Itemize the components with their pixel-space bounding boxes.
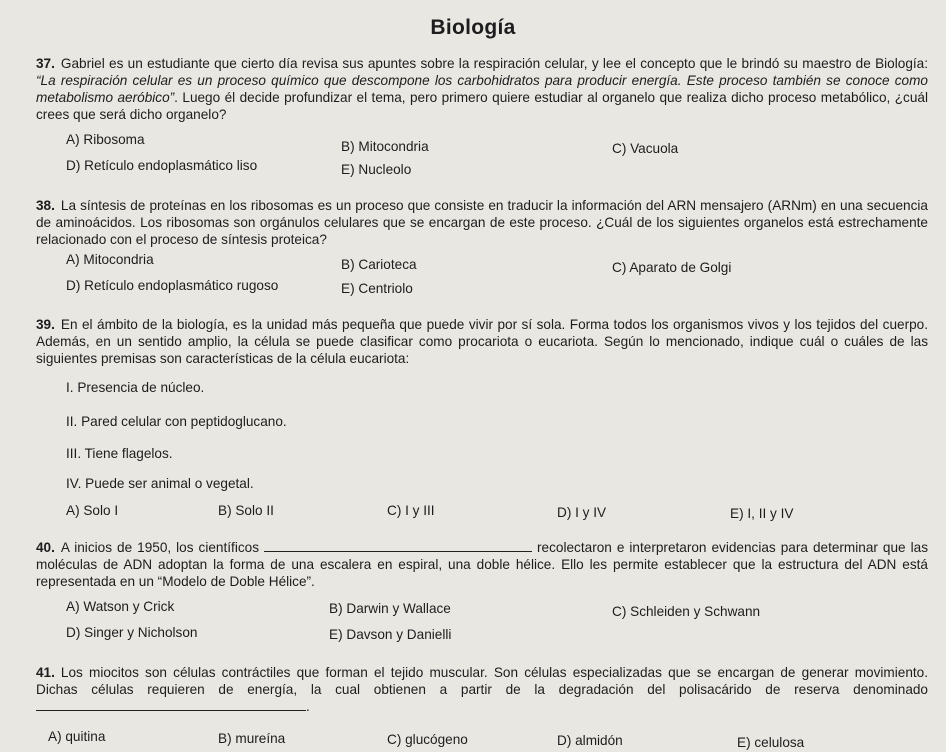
premise-2: II. Pared celular con peptidoglucano. (66, 414, 287, 429)
premise-1: I. Presencia de núcleo. (66, 380, 205, 395)
premise-3: III. Tiene flagelos. (66, 446, 173, 461)
quote: “La respiración celular es un proceso químico que descompone los carbohidratos para producir energía. Este proceso también se conoce como metabolismo aeróbico” (36, 73, 928, 105)
option-e[interactable]: E) Nucleolo (341, 162, 412, 177)
option-b[interactable]: B) Darwin y Wallace (329, 601, 451, 616)
option-e[interactable]: E) Centriolo (341, 281, 413, 296)
option-d[interactable]: D) Singer y Nicholson (66, 625, 198, 640)
option-d[interactable]: D) Retículo endoplasmático rugoso (66, 278, 279, 293)
question-number: 38. (36, 198, 55, 213)
option-a[interactable]: A) Ribosoma (66, 132, 145, 147)
option-a[interactable]: A) Watson y Crick (66, 599, 175, 614)
question-number: 39. (36, 317, 55, 332)
question-39 (36, 316, 928, 367)
answer-blank[interactable] (264, 539, 532, 552)
question-38-text: 38. La síntesis de proteínas en los ribosomas es un proceso que consiste en traducir la información del ARN mensajero (ARNm) en una secuencia de aminoácidos. Los ribosomas son orgánulos celulares que se encargan de este proceso. ¿Cuál de los siguientes organelos está estrechamente relacionado con el proceso de síntesis proteica? (36, 198, 928, 247)
option-a[interactable]: A) Mitocondria (66, 252, 154, 267)
option-d[interactable]: D) I y IV (557, 505, 607, 520)
question-39-text: 39. En el ámbito de la biología, es la unidad más pequeña que puede vivir por sí sola. Forma todos los organismos vivos y los tejidos del cuerpo. Además, en un sentido amplio, la célula se puede clasificar como procariota o eucariota. Según lo mencionado, indique cuál o cuáles de las siguientes premisas son características de la célula eucariota: (36, 317, 928, 366)
option-d[interactable]: D) Retículo endoplasmático liso (66, 158, 258, 173)
option-b[interactable]: B) Carioteca (341, 257, 417, 272)
question-41 (36, 664, 928, 715)
question-40-text: 40. A inicios de 1950, los científicos recolectaron e interpretaron evidencias para determinar que las moléculas de ADN adoptan la forma de una escalera en espiral, una doble hélice. Ello les permite establecer que la estructura del ADN está representada en un “Modelo de Doble Hélice”. (36, 540, 928, 589)
option-e[interactable]: E) celulosa (737, 735, 805, 750)
option-c[interactable]: C) Schleiden y Schwann (612, 604, 761, 619)
option-b[interactable]: B) mureína (218, 731, 286, 746)
option-a[interactable]: A) Solo I (66, 503, 119, 518)
option-c[interactable]: C) glucógeno (387, 732, 468, 747)
option-a[interactable]: A) quitina (48, 729, 106, 744)
option-c[interactable]: C) Aparato de Golgi (612, 260, 732, 275)
question-41-text: 41. Los miocitos son células contráctiles que forman el tejido muscular. Son células especializadas que se encargan de generar movimiento. Dichas células requieren de energía, la cual obtienen a partir de la degradación del polisacárido de reserva denominado . (36, 665, 928, 714)
option-b[interactable]: B) Mitocondria (341, 139, 429, 154)
answer-blank[interactable] (36, 698, 306, 711)
question-38 (36, 197, 928, 248)
option-b[interactable]: B) Solo II (218, 503, 274, 518)
option-d[interactable]: D) almidón (557, 733, 623, 748)
question-40 (36, 539, 928, 590)
question-number: 41. (36, 665, 55, 680)
question-37 (36, 55, 928, 123)
question-number: 37. (36, 56, 55, 71)
question-37-text: 37. Gabriel es un estudiante que cierto día revisa sus apuntes sobre la respiración celular, y lee el concepto que le brindó su maestro de Biología: “La respiración celular es un proceso químico que descompone los carbohidratos para producir energía. Este proceso también se conoce como metabolismo aeróbico”. Luego él decide profundizar el tema, pero primero quiere estudiar al organelo que realiza dicho proceso metabólico, ¿cuál crees que será dicho organelo? (36, 56, 928, 122)
option-c[interactable]: C) Vacuola (612, 141, 679, 156)
page-title: Biología (430, 16, 516, 39)
option-c[interactable]: C) I y III (387, 503, 435, 518)
option-e[interactable]: E) Davson y Danielli (329, 627, 452, 642)
option-e[interactable]: E) I, II y IV (730, 506, 794, 521)
question-number: 40. (36, 540, 55, 555)
premise-4: IV. Puede ser animal o vegetal. (66, 476, 254, 491)
